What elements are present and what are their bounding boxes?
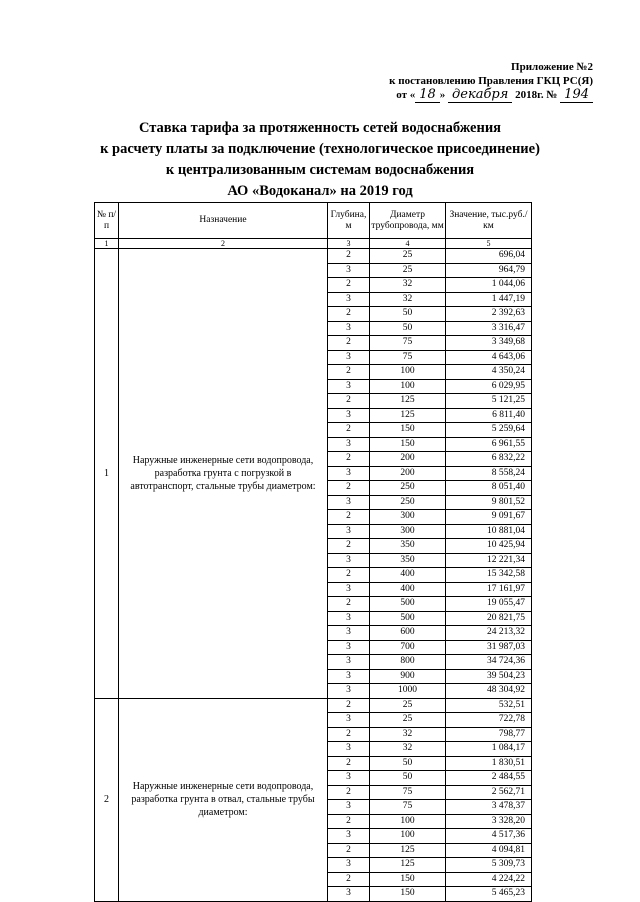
- depth-cell: 2: [328, 278, 370, 293]
- document-title: [0, 118, 640, 202]
- col-number: 5: [446, 239, 532, 249]
- value-cell: 532,51: [446, 698, 532, 713]
- diameter-cell: 500: [370, 597, 446, 612]
- table-column-numbers-row: [95, 239, 532, 249]
- depth-cell: 2: [328, 394, 370, 409]
- value-cell: 10 425,94: [446, 539, 532, 554]
- depth-cell: 3: [328, 437, 370, 452]
- diameter-cell: 300: [370, 510, 446, 525]
- value-cell: 39 504,23: [446, 669, 532, 684]
- col-header-purpose: Назначение: [119, 203, 328, 239]
- col-header-diameter: Диаметр трубопровода, мм: [370, 203, 446, 239]
- table-body: [95, 249, 532, 902]
- value-cell: 19 055,47: [446, 597, 532, 612]
- diameter-cell: 700: [370, 640, 446, 655]
- diameter-cell: 250: [370, 481, 446, 496]
- diameter-cell: 200: [370, 452, 446, 467]
- diameter-cell: 75: [370, 800, 446, 815]
- value-cell: 15 342,58: [446, 568, 532, 583]
- depth-cell: 3: [328, 495, 370, 510]
- depth-cell: 3: [328, 742, 370, 757]
- appendix-date-line: [389, 88, 593, 103]
- depth-cell: 2: [328, 481, 370, 496]
- value-cell: 6 961,55: [446, 437, 532, 452]
- diameter-cell: 100: [370, 814, 446, 829]
- diameter-cell: 50: [370, 321, 446, 336]
- date-mid: »: [439, 89, 446, 101]
- title-line-4: АО «Водоканал» на 2019 год: [227, 183, 413, 199]
- value-cell: 2 484,55: [446, 771, 532, 786]
- diameter-cell: 25: [370, 713, 446, 728]
- depth-cell: 2: [328, 756, 370, 771]
- diameter-cell: 400: [370, 568, 446, 583]
- diameter-cell: 50: [370, 756, 446, 771]
- depth-cell: 3: [328, 771, 370, 786]
- value-cell: 12 221,34: [446, 553, 532, 568]
- value-cell: 2 392,63: [446, 307, 532, 322]
- diameter-cell: 300: [370, 524, 446, 539]
- value-cell: 31 987,03: [446, 640, 532, 655]
- date-year: 2018г. №: [515, 89, 558, 101]
- depth-cell: 3: [328, 408, 370, 423]
- depth-cell: 3: [328, 350, 370, 365]
- value-cell: 24 213,32: [446, 626, 532, 641]
- diameter-cell: 125: [370, 843, 446, 858]
- diameter-cell: 600: [370, 626, 446, 641]
- diameter-cell: 32: [370, 278, 446, 293]
- depth-cell: 3: [328, 553, 370, 568]
- depth-cell: 3: [328, 800, 370, 815]
- diameter-cell: 25: [370, 249, 446, 264]
- value-cell: 9 091,67: [446, 510, 532, 525]
- diameter-cell: 150: [370, 437, 446, 452]
- table-row: [95, 249, 532, 264]
- diameter-cell: 800: [370, 655, 446, 670]
- diameter-cell: 32: [370, 742, 446, 757]
- depth-cell: 2: [328, 785, 370, 800]
- value-cell: 1 447,19: [446, 292, 532, 307]
- diameter-cell: 900: [370, 669, 446, 684]
- depth-cell: 3: [328, 263, 370, 278]
- tariff-table: [94, 202, 532, 902]
- depth-cell: 2: [328, 698, 370, 713]
- value-cell: 3 478,37: [446, 800, 532, 815]
- value-cell: 3 328,20: [446, 814, 532, 829]
- value-cell: 5 465,23: [446, 887, 532, 902]
- value-cell: 8 051,40: [446, 481, 532, 496]
- depth-cell: 2: [328, 814, 370, 829]
- value-cell: 4 094,81: [446, 843, 532, 858]
- value-cell: 722,78: [446, 713, 532, 728]
- depth-cell: 2: [328, 843, 370, 858]
- value-cell: 4 643,06: [446, 350, 532, 365]
- depth-cell: 2: [328, 539, 370, 554]
- depth-cell: 3: [328, 626, 370, 641]
- depth-cell: 3: [328, 655, 370, 670]
- diameter-cell: 32: [370, 727, 446, 742]
- value-cell: 3 316,47: [446, 321, 532, 336]
- diameter-cell: 100: [370, 379, 446, 394]
- depth-cell: 3: [328, 713, 370, 728]
- diameter-cell: 250: [370, 495, 446, 510]
- value-cell: 10 881,04: [446, 524, 532, 539]
- value-cell: 8 558,24: [446, 466, 532, 481]
- diameter-cell: 25: [370, 698, 446, 713]
- col-number: 2: [119, 239, 328, 249]
- depth-cell: 2: [328, 249, 370, 264]
- depth-cell: 2: [328, 872, 370, 887]
- value-cell: 964,79: [446, 263, 532, 278]
- depth-cell: 3: [328, 582, 370, 597]
- value-cell: 1 044,06: [446, 278, 532, 293]
- diameter-cell: 500: [370, 611, 446, 626]
- table-row: [95, 698, 532, 713]
- value-cell: 5 259,64: [446, 423, 532, 438]
- appendix-header: [389, 60, 593, 103]
- depth-cell: 3: [328, 524, 370, 539]
- value-cell: 34 724,36: [446, 655, 532, 670]
- diameter-cell: 150: [370, 887, 446, 902]
- title-line-1: Ставка тарифа за протяженность сетей водоснабжения: [138, 120, 502, 136]
- depth-cell: 2: [328, 423, 370, 438]
- diameter-cell: 125: [370, 858, 446, 873]
- depth-cell: 2: [328, 452, 370, 467]
- depth-cell: 3: [328, 669, 370, 684]
- value-cell: 1 084,17: [446, 742, 532, 757]
- diameter-cell: 150: [370, 423, 446, 438]
- group-number: 1: [95, 249, 119, 699]
- value-cell: 1 830,51: [446, 756, 532, 771]
- table-header-row: [95, 203, 532, 239]
- appendix-title: Приложение №2: [511, 61, 593, 73]
- value-cell: 6 832,22: [446, 452, 532, 467]
- value-cell: 798,77: [446, 727, 532, 742]
- diameter-cell: 350: [370, 539, 446, 554]
- depth-cell: 3: [328, 858, 370, 873]
- diameter-cell: 32: [370, 292, 446, 307]
- appendix-resolution: к постановлению Правления ГКЦ РС(Я): [389, 75, 593, 87]
- diameter-cell: 75: [370, 350, 446, 365]
- date-prefix: от «: [396, 89, 416, 101]
- title-line-2: к расчету платы за подключение (технологическое присоединение): [100, 141, 540, 157]
- depth-cell: 3: [328, 379, 370, 394]
- depth-cell: 3: [328, 684, 370, 699]
- col-header-value: Значение, тыс.руб./км: [446, 203, 532, 239]
- value-cell: 6 811,40: [446, 408, 532, 423]
- depth-cell: 3: [328, 887, 370, 902]
- depth-cell: 3: [328, 611, 370, 626]
- diameter-cell: 100: [370, 829, 446, 844]
- value-cell: 20 821,75: [446, 611, 532, 626]
- diameter-cell: 125: [370, 394, 446, 409]
- depth-cell: 3: [328, 829, 370, 844]
- depth-cell: 3: [328, 321, 370, 336]
- depth-cell: 3: [328, 466, 370, 481]
- value-cell: 5 309,73: [446, 858, 532, 873]
- diameter-cell: 150: [370, 872, 446, 887]
- value-cell: 4 224,22: [446, 872, 532, 887]
- group-number: 2: [95, 698, 119, 901]
- group-description: Наружные инженерные сети водопровода, разработка грунта с погрузкой в автотранспорт, стальные трубы диаметром:: [119, 249, 328, 699]
- value-cell: 696,04: [446, 249, 532, 264]
- date-month: декабря: [448, 88, 512, 103]
- value-cell: 2 562,71: [446, 785, 532, 800]
- title-line-3: к централизованным системам водоснабжения: [165, 162, 475, 178]
- resolution-number: 194: [560, 88, 593, 103]
- value-cell: 9 801,52: [446, 495, 532, 510]
- depth-cell: 2: [328, 307, 370, 322]
- depth-cell: 2: [328, 597, 370, 612]
- depth-cell: 3: [328, 640, 370, 655]
- diameter-cell: 400: [370, 582, 446, 597]
- diameter-cell: 200: [370, 466, 446, 481]
- depth-cell: 2: [328, 510, 370, 525]
- col-header-no: № п/п: [95, 203, 119, 239]
- depth-cell: 2: [328, 365, 370, 380]
- diameter-cell: 350: [370, 553, 446, 568]
- col-header-depth: Глубина, м: [328, 203, 370, 239]
- depth-cell: 3: [328, 292, 370, 307]
- col-number: 3: [328, 239, 370, 249]
- diameter-cell: 125: [370, 408, 446, 423]
- group-description: Наружные инженерные сети водопровода, разработка грунта в отвал, стальные трубы диаметром:: [119, 698, 328, 901]
- col-number: 4: [370, 239, 446, 249]
- value-cell: 5 121,25: [446, 394, 532, 409]
- value-cell: 4 350,24: [446, 365, 532, 380]
- value-cell: 4 517,36: [446, 829, 532, 844]
- diameter-cell: 75: [370, 336, 446, 351]
- diameter-cell: 1000: [370, 684, 446, 699]
- diameter-cell: 100: [370, 365, 446, 380]
- depth-cell: 2: [328, 568, 370, 583]
- diameter-cell: 25: [370, 263, 446, 278]
- depth-cell: 2: [328, 727, 370, 742]
- value-cell: 17 161,97: [446, 582, 532, 597]
- col-number: 1: [95, 239, 119, 249]
- diameter-cell: 75: [370, 785, 446, 800]
- value-cell: 48 304,92: [446, 684, 532, 699]
- value-cell: 3 349,68: [446, 336, 532, 351]
- diameter-cell: 50: [370, 771, 446, 786]
- diameter-cell: 50: [370, 307, 446, 322]
- value-cell: 6 029,95: [446, 379, 532, 394]
- depth-cell: 2: [328, 336, 370, 351]
- date-day: 18: [415, 88, 440, 103]
